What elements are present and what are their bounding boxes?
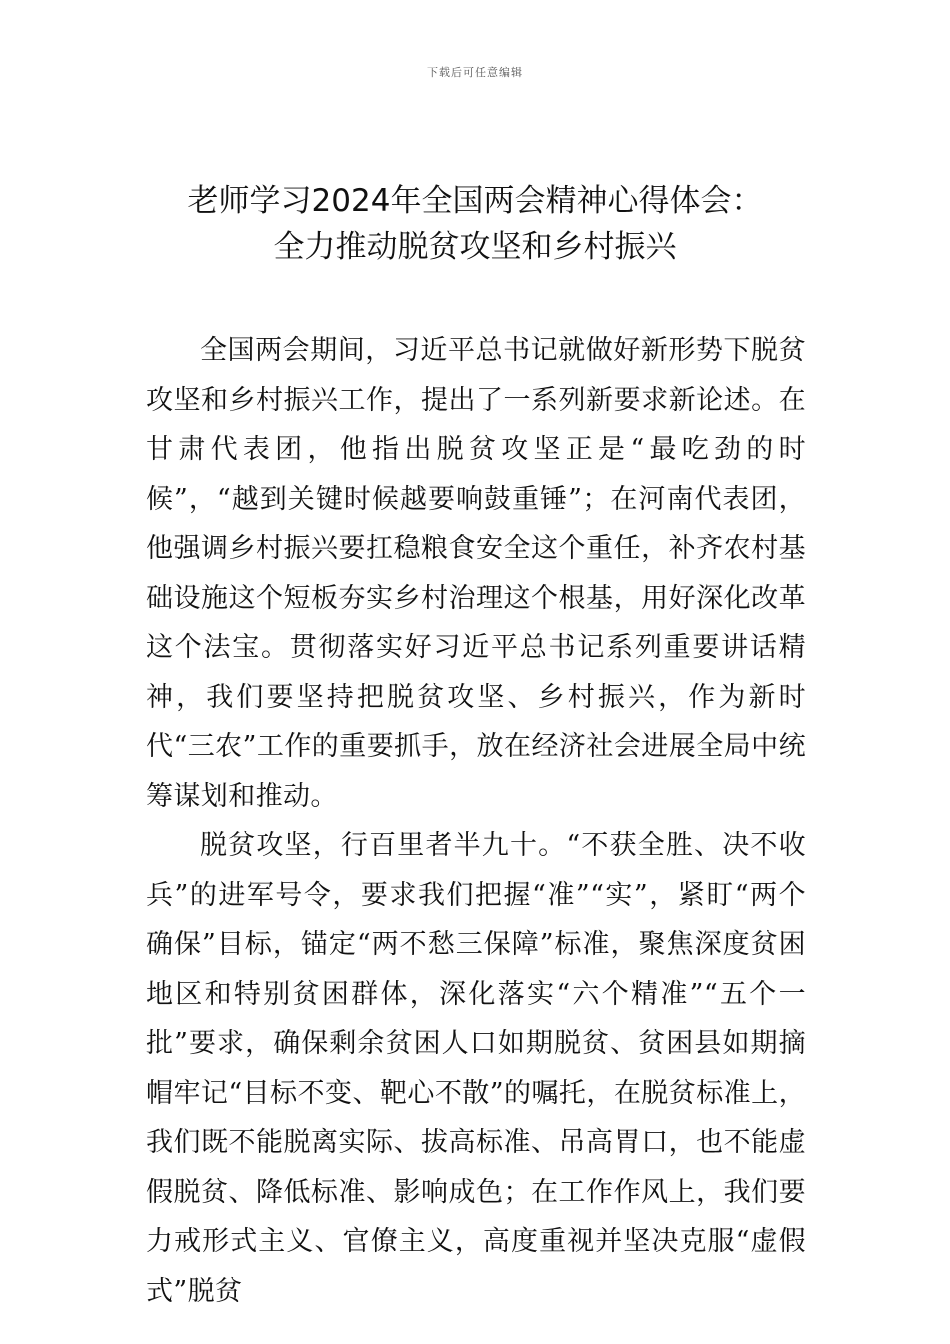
paragraph-2: 脱贫攻坚，行百里者半九十。“不获全胜、决不收兵”的进军号令，要求我们把握“准”“实”，紧盯“两个确保”目标，锚定“两不愁三保障”标准，聚焦深度贫困地区和特别贫困群体，深化落实“六个精准”“五个一批”要求，确保剩余贫困人口如期脱贫、贫困县如期摘帽牢记“目标不变、靶心不散”的嘱托，在脱贫标准上，我们既不能脱离实际、拔高标准、吊高胃口，也不能虚假脱贫、降低标准、影响成色；在工作作风上，我们要力戒形式主义、官僚主义，高度重视并坚决克服“虚假式”脱贫 xyxy=(146,830,806,1307)
title-line-1: 老师学习2024年全国两会精神心得体会： xyxy=(187,183,763,219)
document-title xyxy=(80,178,870,270)
title-line-2: 全力推动脱贫攻坚和乡村振兴 xyxy=(273,229,677,265)
document-body xyxy=(146,326,806,1316)
paragraph-1: 全国两会期间，习近平总书记就做好新形势下脱贫攻坚和乡村振兴工作，提出了一系列新要求新论述。在甘肃代表团，他指出脱贫攻坚正是“最吃劲的时候”，“越到关键时候越要响鼓重锤”；在河南代表团，他强调乡村振兴要扛稳粮食安全这个重任，补齐农村基础设施这个短板夯实乡村治理这个根基，用好深化改革这个法宝。贯彻落实好习近平总书记系列重要讲话精神，我们要坚持把脱贫攻坚、乡村振兴，作为新时代“三农”工作的重要抓手，放在经济社会进展全局中统筹谋划和推动。 xyxy=(146,335,806,812)
header-note: 下载后可任意编辑 xyxy=(427,66,523,79)
